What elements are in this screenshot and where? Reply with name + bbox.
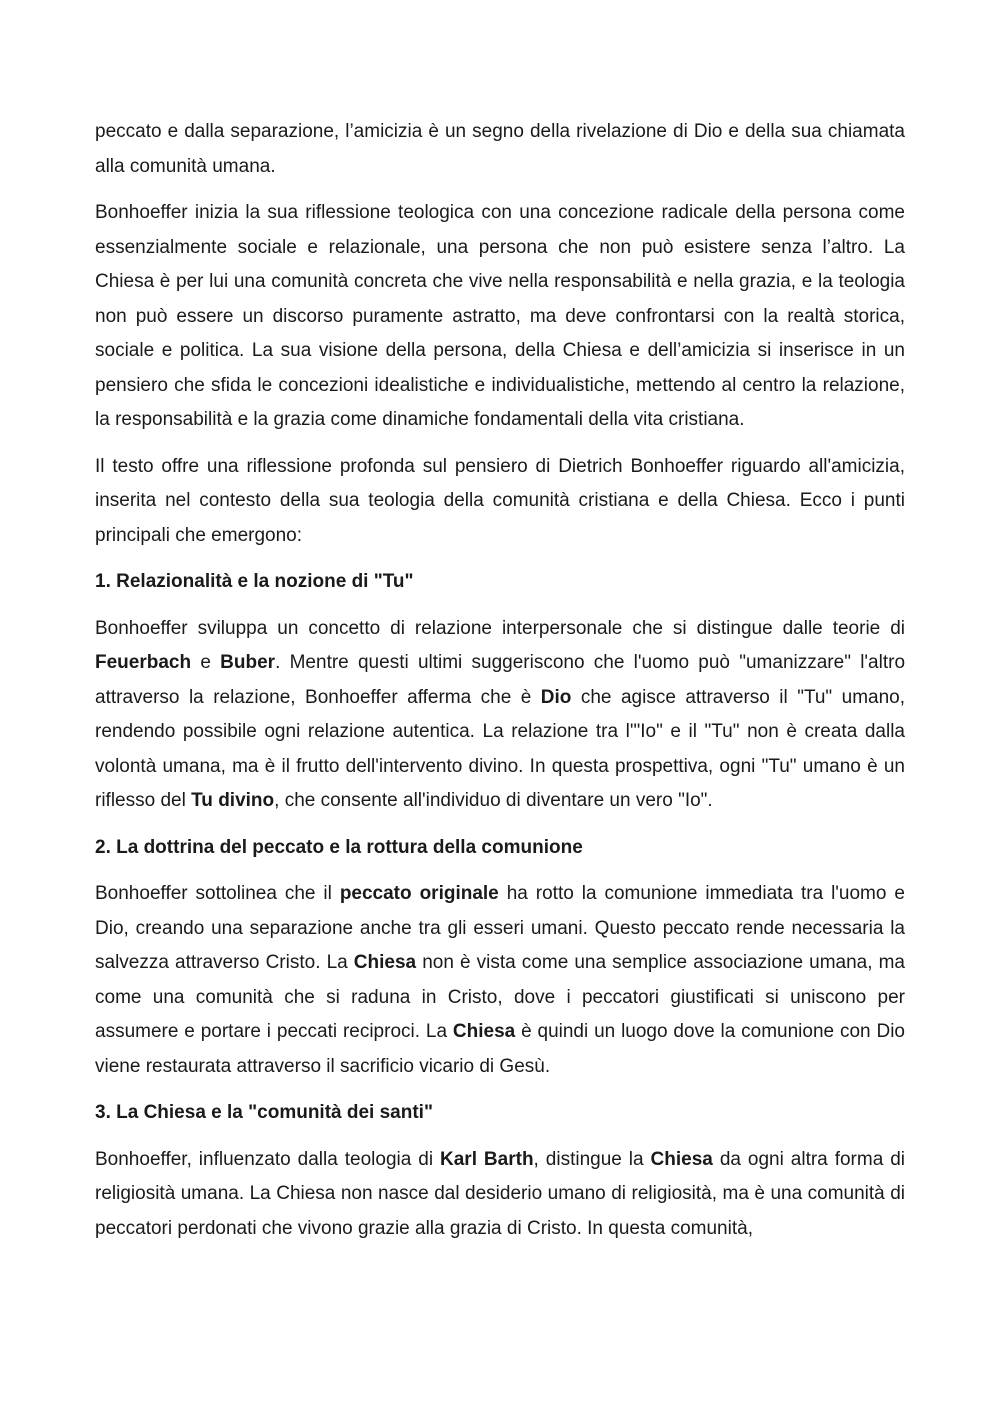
section-heading-relazionalita: 1. Relazionalità e la nozione di "Tu" bbox=[95, 571, 414, 592]
text-run: Bonhoeffer sottolinea che il bbox=[95, 883, 340, 904]
text-run: . Mentre questi ultimi suggeriscono che l'uomo può "umanizzare" l'altro attraverso la relazione, Bonhoeffer afferma che è bbox=[95, 652, 906, 708]
text-run: Bonhoeffer sviluppa un concetto di relazione interpersonale che si distingue dalle teorie di bbox=[95, 617, 905, 639]
bold-term-peccato-originale: peccato originale bbox=[339, 883, 499, 904]
text-run: ha rotto la comunione immediata tra l'uomo e Dio, creando una separazione anche tra gli esseri umani. Questo peccato rende necessaria la salvezza attraverso Cristo. La bbox=[95, 883, 905, 973]
text-run: , che consente all'individuo di diventare un vero "Io". bbox=[274, 790, 713, 811]
text-run: , distingue la bbox=[533, 1148, 651, 1170]
paragraph-relazionalita bbox=[95, 612, 905, 819]
bold-term-chiesa: Chiesa bbox=[650, 1148, 713, 1170]
text-run: che agisce attraverso il "Tu" umano, rendendo possibile ogni relazione autentica. La relazione tra l'"Io" e il "Tu" non è creata dalla volontà umana, ma è il frutto dell'intervento divino. In questa prospettiva, ogni "Tu" umano è un riflesso del bbox=[95, 686, 905, 811]
document-page bbox=[95, 115, 905, 1258]
text-run: da ogni altra forma di religiosità umana. La Chiesa non nasce dal desiderio umano di religiosità, ma è una comunità di peccatori perdonati che vivono grazie alla grazia di Cristo. In questa comunità, bbox=[95, 1148, 906, 1239]
paragraph-comunita-santi bbox=[95, 1143, 905, 1247]
paragraph-bonhoeffer-persona: Bonhoeffer inizia la sua riflessione teologica con una concezione radicale della persona come essenzialmente sociale e relazionale, una persona che non può esistere senza l’altro. La Chiesa è per lui una comunità concreta che vive nella responsabilità e nella grazia, e la teologia non può essere un discorso puramente astratto, ma deve confrontarsi con la realtà storica, sociale e politica. La sua visione della persona, della Chiesa e dell’amicizia si inserisce in un pensiero che sfida le concezioni idealistiche e individualistiche, mettendo al centro la relazione, la responsabilità e la grazia come dinamiche fondamentali della vita cristiana. bbox=[95, 202, 905, 430]
bold-term-chiesa: Chiesa bbox=[353, 952, 417, 973]
section-heading-comunita-santi: 3. La Chiesa e la "comunità dei santi" bbox=[95, 1102, 433, 1123]
bold-term-feuerbach: Feuerbach bbox=[95, 652, 192, 673]
text-run: e bbox=[191, 652, 221, 673]
paragraph-testo-summary: Il testo offre una riflessione profonda sul pensiero di Dietrich Bonhoeffer riguardo all'amicizia, inserita nel contesto della sua teologia della comunità cristiana e della Chiesa. Ecco i punti principali che emergono: bbox=[95, 455, 905, 546]
bold-term-buber: Buber bbox=[220, 652, 276, 673]
bold-term-karl-barth: Karl Barth bbox=[440, 1148, 534, 1170]
bold-term-chiesa: Chiesa bbox=[452, 1021, 516, 1042]
bold-term-dio: Dio bbox=[540, 686, 572, 708]
paragraph-peccato bbox=[95, 877, 905, 1084]
section-heading-peccato: 2. La dottrina del peccato e la rottura della comunione bbox=[95, 836, 583, 858]
text-run: non è vista come una semplice associazione umana, ma come una comunità che si raduna in Cristo, dove i peccatori giustificati si uniscono per assumere e portare i peccati reciproci. La bbox=[95, 952, 905, 1042]
bold-term-tu-divino: Tu divino bbox=[191, 790, 275, 811]
text-run: è quindi un luogo dove la comunione con Dio viene restaurata attraverso il sacrificio vicario di Gesù. bbox=[95, 1021, 905, 1077]
text-run: Bonhoeffer, influenzato dalla teologia di bbox=[95, 1148, 441, 1170]
paragraph-intro-continuation: peccato e dalla separazione, l’amicizia è un segno della rivelazione di Dio e della sua chiamata alla comunità umana. bbox=[95, 121, 905, 177]
